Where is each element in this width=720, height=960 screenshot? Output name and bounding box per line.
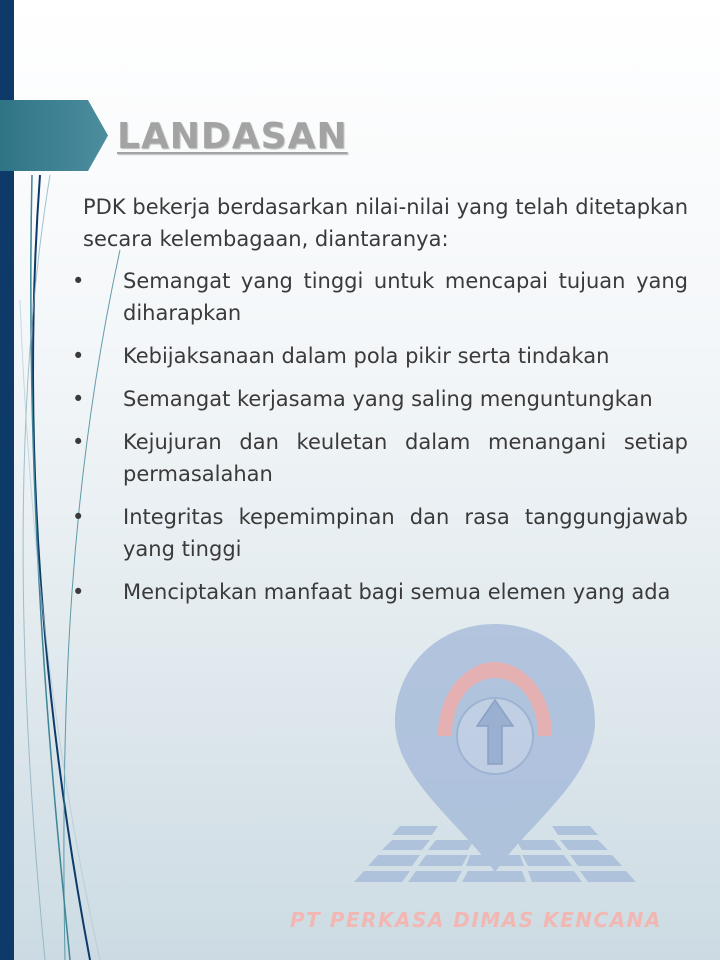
list-item [72,383,688,415]
bullet-icon: • [72,269,85,293]
list-item-text: Kejujuran dan keuletan dalam menangani setiap permasalahan [123,430,688,486]
slide-title: LANDASAN [117,116,348,157]
list-item [72,340,688,372]
bullet-icon: • [72,344,85,368]
intro-paragraph: PDK bekerja berdasarkan nilai-nilai yang telah ditetapkan secara kelembagaan, diantaranya: [83,195,688,251]
list-item [72,576,688,608]
list-item-text: Kebijaksanaan dalam pola pikir serta tindakan [123,344,610,368]
bullet-icon: • [72,387,85,411]
list-item [72,501,688,565]
bullet-icon: • [72,580,85,604]
list-item-text: Semangat kerjasama yang saling menguntungkan [123,387,653,411]
list-item-text: Menciptakan manfaat bagi semua elemen yang ada [123,580,671,604]
map-pin-logo-icon [330,618,660,890]
title-tab-shape [0,100,108,171]
list-item [72,265,688,329]
list-item-text: Semangat yang tinggi untuk mencapai tujuan yang diharapkan [123,269,688,325]
bullet-icon: • [72,505,85,529]
values-list [72,265,688,619]
list-item-text: Integritas kepemimpinan dan rasa tanggungjawab yang tinggi [123,505,688,561]
list-item [72,426,688,490]
bullet-icon: • [72,430,85,454]
company-name: PT PERKASA DIMAS KENCANA [290,908,662,932]
